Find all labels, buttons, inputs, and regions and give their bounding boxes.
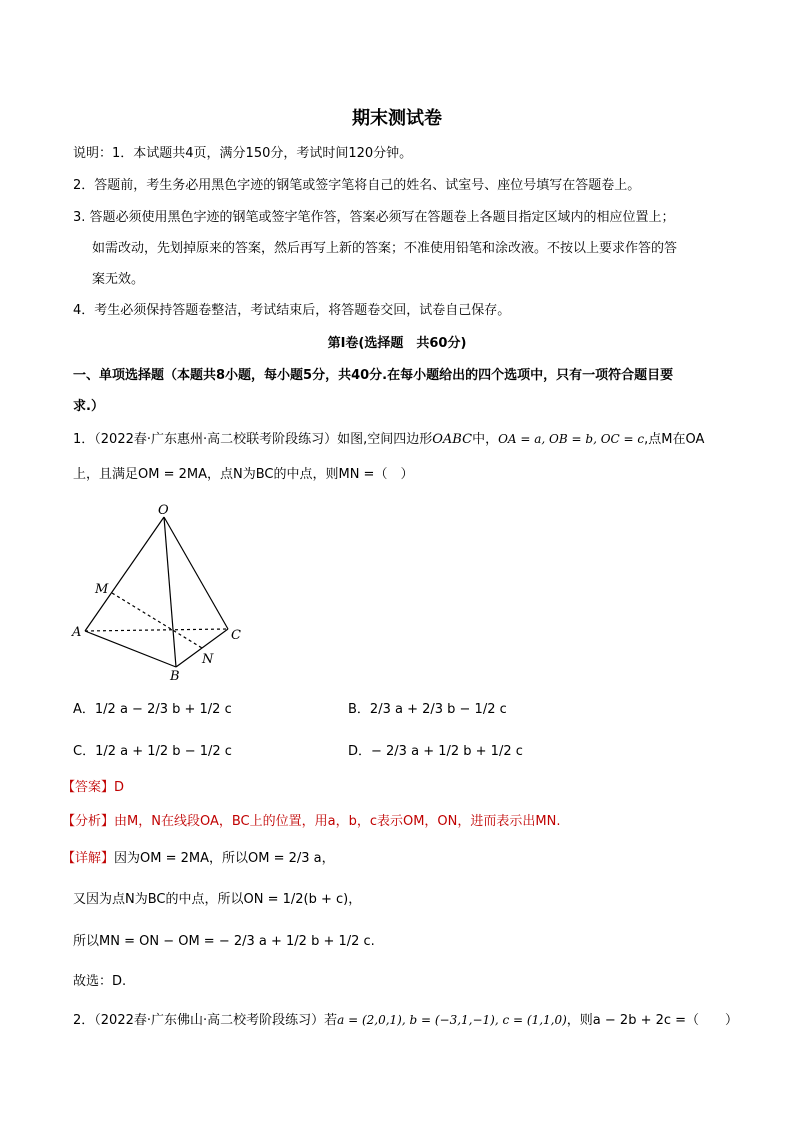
q1-quad-name: OABC xyxy=(432,432,473,447)
part-heading-cont: 求.） xyxy=(73,399,104,414)
q1-vector-defs: OA = a, OB = b, OC = c xyxy=(498,432,645,446)
label-M: M xyxy=(95,582,109,597)
q1-stem-line2: 上，且满足OM = 2MA，点N为BC的中点，则MN =（ ） xyxy=(73,467,414,482)
label-C: C xyxy=(231,628,241,643)
q2-ask: ，则a − 2b + 2c =（ ） xyxy=(566,1013,739,1028)
label-B: B xyxy=(170,669,180,684)
label-O: O xyxy=(158,503,169,518)
label-A: A xyxy=(72,625,82,640)
section-title: 第I卷(选择题 共60分) xyxy=(327,336,467,351)
label-N: N xyxy=(202,652,214,667)
detail-text-1: 因为OM = 2MA，所以OM = 2/3 a， xyxy=(114,851,335,866)
conclusion-line: 故选：D. xyxy=(73,974,127,989)
instruction-1: 说明：1．本试题共4页，满分150分，考试时间120分钟。 xyxy=(73,146,413,161)
tetrahedron-figure xyxy=(68,500,258,685)
answer-line xyxy=(62,779,124,797)
analysis-text: 由M，N在线段OA，BC上的位置，用a，b，c表示OM，ON，进而表示出MN. xyxy=(114,814,561,829)
option-A[interactable]: A．1/2 a − 2/3 b + 1/2 c xyxy=(73,702,232,717)
edge-OC xyxy=(164,517,228,629)
part-heading: 一、单项选择题（本题共8小题，每小题5分，共40分.在每小题给出的四个选项中，只有一项符合题目要 xyxy=(73,368,674,383)
q2-prefix: 2．（2022春·广东佛山·高二校考阶段练习）若 xyxy=(73,1013,338,1028)
instruction-4: 4．考生必须保持答题卷整洁，考试结束后，将答题卷交回，试卷自己保存。 xyxy=(73,303,511,318)
segment-MN xyxy=(112,593,202,648)
analysis-line xyxy=(62,813,560,831)
instruction-3-cont: 如需改动，先划掉原来的答案，然后再写上新的答案；不准使用铅笔和涂改液。不按以上要求作答的答 xyxy=(92,241,678,256)
detail-line-2: 又因为点N为BC的中点，所以ON = 1/2(b + c)， xyxy=(73,892,362,907)
analysis-label: 【分析】 xyxy=(62,814,115,829)
q1-suffix: ,点M在OA xyxy=(644,432,705,447)
option-C[interactable]: C．1/2 a + 1/2 b − 1/2 c xyxy=(73,744,232,759)
edge-OA xyxy=(85,517,164,631)
instruction-3: 3. 答题必须使用黑色字迹的钢笔或签字笔作答，答案必须写在答题卷上各题目指定区域内的相应位置上； xyxy=(73,210,675,225)
answer-value: D xyxy=(114,780,125,795)
option-D[interactable]: D．− 2/3 a + 1/2 b + 1/2 c xyxy=(348,744,523,759)
option-B[interactable]: B．2/3 a + 2/3 b − 1/2 c xyxy=(348,702,507,717)
answer-label: 【答案】 xyxy=(62,780,115,795)
edge-OB xyxy=(164,517,176,667)
instruction-3-end: 案无效。 xyxy=(92,272,145,287)
detail-line-3: 所以MN = ON − OM = − 2/3 a + 1/2 b + 1/2 c. xyxy=(73,934,375,949)
q1-prefix: 1．（2022春·广东惠州·高二校联考阶段练习）如图,空间四边形 xyxy=(73,432,433,447)
q1-mid: 中， xyxy=(472,432,499,447)
detail-line-1 xyxy=(62,850,335,868)
q2-given-vectors: a = (2,0,1), b = (−3,1,−1), c = (1,1,0) xyxy=(337,1013,567,1027)
instruction-2: 2．答题前，考生务必用黑色字迹的钢笔或签字笔将自己的姓名、试室号、座位号填写在答题卷上。 xyxy=(73,178,641,193)
q1-stem-line1 xyxy=(73,430,704,449)
edge-AC-hidden xyxy=(85,629,228,631)
detail-label: 【详解】 xyxy=(62,851,115,866)
q2-stem xyxy=(73,1011,738,1030)
edge-AB xyxy=(85,631,176,667)
page-title: 期末测试卷 xyxy=(352,108,442,129)
